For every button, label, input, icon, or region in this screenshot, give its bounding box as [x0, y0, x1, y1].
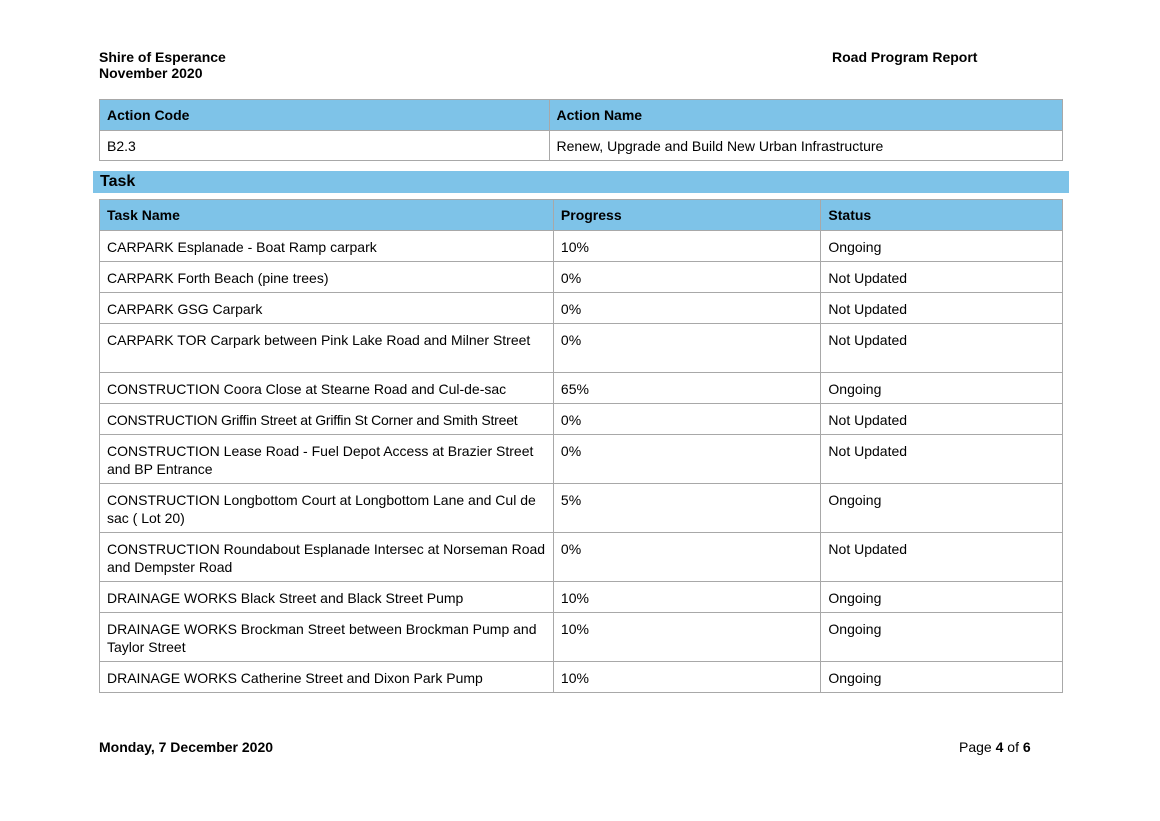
- table-row: [100, 373, 1063, 404]
- task-name: CONSTRUCTION Longbottom Court at Longbottom Lane and Cul de sac ( Lot 20): [100, 484, 554, 533]
- table-row: [100, 533, 1063, 582]
- task-status: Not Updated: [821, 262, 1063, 293]
- task-status: Not Updated: [821, 533, 1063, 582]
- task-status: Not Updated: [821, 435, 1063, 484]
- task-status: Ongoing: [821, 613, 1063, 662]
- task-progress: 10%: [553, 662, 821, 693]
- task-progress: 0%: [553, 404, 821, 435]
- table-row: [100, 231, 1063, 262]
- header-left: [99, 49, 226, 81]
- task-progress: 5%: [553, 484, 821, 533]
- task-status: Ongoing: [821, 373, 1063, 404]
- table-row: [100, 613, 1063, 662]
- task-progress: 65%: [553, 373, 821, 404]
- task-progress: 10%: [553, 231, 821, 262]
- table-row: [100, 484, 1063, 533]
- page-total: 6: [1022, 739, 1031, 755]
- task-progress: 0%: [553, 262, 821, 293]
- task-name: CARPARK TOR Carpark between Pink Lake Road and Milner Street: [100, 324, 554, 373]
- table-row: [100, 404, 1063, 435]
- page-current: 4: [995, 739, 1004, 755]
- table-row: [100, 262, 1063, 293]
- column-header-status: Status: [821, 200, 1063, 231]
- task-name: CONSTRUCTION Roundabout Esplanade Intersec at Norseman Road and Dempster Road: [100, 533, 554, 582]
- action-row: [100, 131, 1063, 161]
- task-name: DRAINAGE WORKS Black Street and Black Street Pump: [100, 582, 554, 613]
- task-name: CONSTRUCTION Griffin Street at Griffin St Corner and Smith Street: [100, 404, 554, 435]
- task-name: CONSTRUCTION Coora Close at Stearne Road and Cul-de-sac: [100, 373, 554, 404]
- report-date: November 2020: [99, 65, 203, 81]
- task-status: Ongoing: [821, 582, 1063, 613]
- page-prefix: Page: [959, 739, 996, 755]
- page-of: of: [1003, 739, 1023, 755]
- table-row: [100, 435, 1063, 484]
- action-code: B2.3: [100, 131, 550, 161]
- column-header-task-name: Task Name: [100, 200, 554, 231]
- table-row: [100, 324, 1063, 373]
- column-header-progress: Progress: [553, 200, 821, 231]
- task-progress: 0%: [553, 293, 821, 324]
- column-header-action-name: Action Name: [549, 100, 1063, 131]
- task-progress: 0%: [553, 533, 821, 582]
- action-table: [99, 99, 1063, 161]
- footer-date: Monday, 7 December 2020: [99, 739, 274, 755]
- table-row: [100, 662, 1063, 693]
- task-progress: 0%: [553, 324, 821, 373]
- task-progress: 10%: [553, 613, 821, 662]
- task-status: Ongoing: [821, 484, 1063, 533]
- page-number: [959, 739, 1031, 755]
- task-progress: 0%: [553, 435, 821, 484]
- task-table: [99, 199, 1063, 693]
- task-name: DRAINAGE WORKS Catherine Street and Dixon Park Pump: [100, 662, 554, 693]
- task-name: CARPARK GSG Carpark: [100, 293, 554, 324]
- task-progress: 10%: [553, 582, 821, 613]
- report-title: Road Program Report: [832, 49, 978, 65]
- section-title: Task: [93, 171, 1069, 193]
- task-status: Not Updated: [821, 324, 1063, 373]
- table-row: [100, 293, 1063, 324]
- task-status: Not Updated: [821, 404, 1063, 435]
- task-status: Not Updated: [821, 293, 1063, 324]
- task-name: DRAINAGE WORKS Brockman Street between Brockman Pump and Taylor Street: [100, 613, 554, 662]
- task-name: CARPARK Esplanade - Boat Ramp carpark: [100, 231, 554, 262]
- table-row: [100, 582, 1063, 613]
- task-status: Ongoing: [821, 662, 1063, 693]
- action-name: Renew, Upgrade and Build New Urban Infrastructure: [549, 131, 1063, 161]
- org-name: Shire of Esperance: [99, 49, 226, 65]
- task-name: CONSTRUCTION Lease Road - Fuel Depot Access at Brazier Street and BP Entrance: [100, 435, 554, 484]
- task-status: Ongoing: [821, 231, 1063, 262]
- column-header-action-code: Action Code: [100, 100, 550, 131]
- task-name: CARPARK Forth Beach (pine trees): [100, 262, 554, 293]
